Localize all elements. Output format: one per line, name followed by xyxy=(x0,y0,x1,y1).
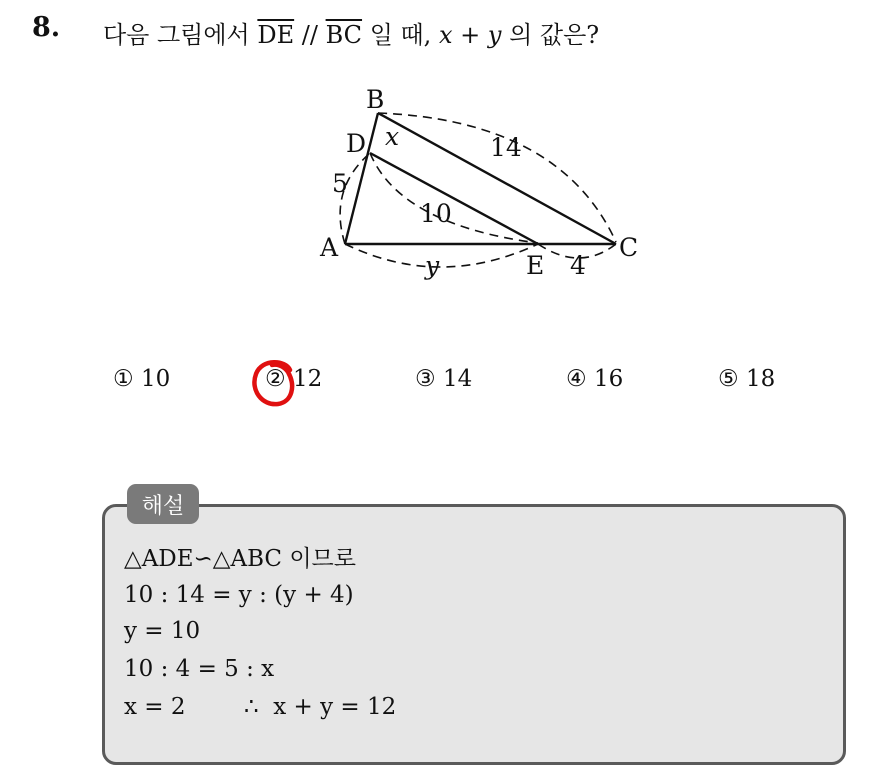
parallel-symbol: // xyxy=(301,21,318,49)
label-b: B xyxy=(366,85,385,114)
label-d: D xyxy=(346,129,367,158)
label-len-4: 4 xyxy=(570,251,586,280)
choice-5[interactable] xyxy=(718,366,775,392)
choice-2-value: 12 xyxy=(292,366,323,392)
label-len-14: 14 xyxy=(490,133,522,162)
segment-line-de xyxy=(370,153,538,244)
choice-5-value: 18 xyxy=(745,366,776,392)
selected-answer-circle-mark xyxy=(250,356,302,412)
label-e: E xyxy=(526,251,545,280)
question-number: 8. xyxy=(32,12,61,43)
label-y: y xyxy=(425,251,440,280)
choice-3-symbol: ③ xyxy=(415,366,436,392)
question-suffix: 의 값은? xyxy=(509,21,600,49)
choice-3-value: 14 xyxy=(442,366,473,392)
answer-choices xyxy=(0,366,884,406)
solution-line-4: 10 : 4 = 5 : x xyxy=(124,656,275,682)
solution-tab: 해설 xyxy=(127,484,199,524)
segment-bc: $\overline{BC}$ xyxy=(325,21,363,49)
solution-line-5: x = 2 ∴ x + y = 12 xyxy=(124,694,397,720)
solution-line-3: y = 10 xyxy=(124,618,201,644)
label-a: A xyxy=(320,233,339,262)
choice-1-symbol: ① xyxy=(113,366,134,392)
question-mid: 일 때, xyxy=(369,21,432,49)
choice-4[interactable] xyxy=(566,366,623,392)
expr-plus: + xyxy=(460,21,481,49)
question-text xyxy=(103,15,599,50)
choice-2-symbol: ② xyxy=(265,366,286,392)
choice-1-value: 10 xyxy=(140,366,171,392)
label-c: C xyxy=(619,233,639,262)
label-x: x xyxy=(385,122,400,151)
segment-de: $\overline{DE}$ xyxy=(257,21,295,49)
triangle-figure xyxy=(300,78,660,288)
expr-y: y xyxy=(487,21,502,49)
expr-x: x xyxy=(438,21,453,49)
label-len-5: 5 xyxy=(332,169,348,198)
label-len-10: 10 xyxy=(420,199,452,228)
choice-4-symbol: ④ xyxy=(566,366,587,392)
arc-ae-y xyxy=(345,244,538,267)
choice-4-value: 16 xyxy=(593,366,624,392)
question-prefix: 다음 그림에서 xyxy=(103,21,250,49)
solution-line-1: △ADE∽△ABC 이므로 xyxy=(124,546,356,572)
solution-line-2: 10 : 14 = y : (y + 4) xyxy=(124,582,354,608)
choice-5-symbol: ⑤ xyxy=(718,366,739,392)
choice-3[interactable] xyxy=(415,366,472,392)
choice-1[interactable] xyxy=(113,366,170,392)
